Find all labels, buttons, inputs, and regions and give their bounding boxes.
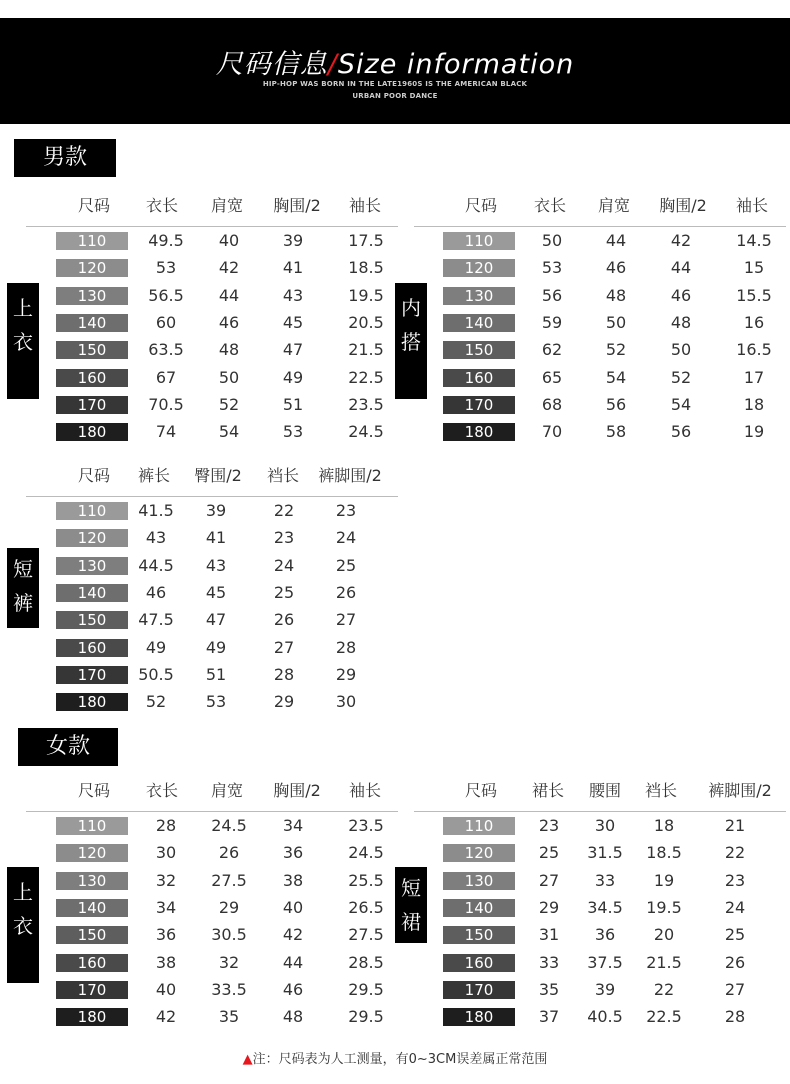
column-header: 尺码 [77, 196, 110, 215]
table-cell: 27 [538, 870, 560, 890]
table-cell: 40 [282, 897, 304, 917]
table-cell: 54 [218, 422, 240, 442]
table-cell: 23.5 [348, 394, 384, 414]
table-cell: 41 [205, 528, 227, 548]
table-cell: 28.5 [348, 952, 384, 972]
table-cell: 43 [145, 528, 167, 548]
table-cell: 39 [205, 501, 227, 520]
header-divider [26, 496, 398, 497]
column-header: 裤长 [137, 466, 170, 485]
table-cell: 52 [218, 394, 240, 414]
table-cell: 60 [155, 312, 177, 332]
table-cell: 29 [273, 692, 295, 712]
table-cell: 35 [538, 979, 560, 999]
table-cell: 15 [743, 258, 765, 278]
table-cell: 39 [282, 231, 304, 250]
table-cell: 28 [155, 816, 177, 835]
table-cell: 33 [594, 870, 616, 890]
table-cell: 30 [155, 843, 177, 863]
note-text: 注：尺码表为人工测量，有0~3CM误差属正常范围 [252, 1052, 548, 1067]
table-cell: 48 [670, 312, 692, 332]
table-cell: 51 [205, 664, 227, 684]
column-header: 肩宽 [210, 781, 243, 800]
size-bar: 160 [56, 639, 128, 657]
table-cell: 40.5 [587, 1007, 623, 1027]
column-header: 衣长 [145, 781, 178, 800]
table-cell: 27 [724, 979, 746, 999]
table-cell: 38 [282, 870, 304, 890]
table-cell: 68 [541, 394, 563, 414]
size-bar: 130 [443, 872, 515, 890]
size-bar: 170 [56, 396, 128, 414]
table-cell: 18 [653, 816, 675, 835]
table-cell: 18 [743, 394, 765, 414]
table-cell: 50 [218, 367, 240, 387]
size-bar: 110 [56, 817, 128, 835]
size-bar: 120 [443, 844, 515, 862]
header-divider [414, 811, 786, 812]
table-cell: 44 [670, 258, 692, 278]
women-badge: 女款 [18, 728, 118, 766]
table-cell: 46 [218, 312, 240, 332]
size-bar: 140 [56, 899, 128, 917]
table-cell: 25.5 [348, 870, 384, 890]
table-cell: 44.5 [138, 555, 174, 575]
header-divider [26, 811, 398, 812]
table-cell: 29 [538, 897, 560, 917]
table-cell: 67 [155, 367, 177, 387]
table-cell: 40 [155, 979, 177, 999]
table-cell: 48 [218, 340, 240, 360]
column-header: 肩宽 [597, 196, 630, 215]
column-header: 尺码 [77, 466, 110, 485]
column-header: 裙长 [531, 781, 564, 800]
women-skirt-label: 短 裙 [395, 867, 427, 943]
page-title: 尺码信息/Size information [215, 49, 575, 80]
size-bar: 130 [443, 287, 515, 305]
table-cell: 49 [145, 637, 167, 657]
size-bar: 110 [56, 232, 128, 250]
size-bar: 160 [56, 369, 128, 387]
table-cell: 29 [218, 897, 240, 917]
table-cell: 39 [594, 979, 616, 999]
table-cell: 23 [273, 528, 295, 548]
table-cell: 23.5 [348, 816, 384, 835]
table-cell: 65 [541, 367, 563, 387]
table-cell: 54 [670, 394, 692, 414]
table-cell: 50.5 [138, 664, 174, 684]
table-cell: 50 [605, 312, 627, 332]
table-cell: 52 [670, 367, 692, 387]
table-cell: 29.5 [348, 979, 384, 999]
table-cell: 24 [335, 528, 357, 548]
table-cell: 41 [282, 258, 304, 278]
size-bar: 150 [443, 926, 515, 944]
table-cell: 27 [273, 637, 295, 657]
column-header: 衣长 [533, 196, 566, 215]
size-bar: 180 [56, 1008, 128, 1026]
table-cell: 47 [205, 610, 227, 630]
size-bar: 180 [56, 693, 128, 711]
size-bar: 140 [56, 314, 128, 332]
table-cell: 53 [155, 258, 177, 278]
table-cell: 33.5 [211, 979, 247, 999]
table-cell: 26 [724, 952, 746, 972]
column-header: 尺码 [77, 781, 110, 800]
table-cell: 26 [335, 582, 357, 602]
size-bar: 110 [56, 502, 128, 520]
table-cell: 21 [724, 816, 746, 835]
table-cell: 54 [605, 367, 627, 387]
size-bar: 150 [56, 926, 128, 944]
table-cell: 59 [541, 312, 563, 332]
column-header: 袖长 [735, 196, 768, 215]
table-cell: 56 [605, 394, 627, 414]
table-cell: 25 [335, 555, 357, 575]
table-cell: 63.5 [148, 340, 184, 360]
table-cell: 26.5 [348, 897, 384, 917]
table-cell: 34.5 [587, 897, 623, 917]
table-cell: 42 [155, 1007, 177, 1027]
table-cell: 34 [282, 816, 304, 835]
column-header: 胸围/2 [273, 781, 321, 800]
size-bar: 130 [56, 557, 128, 575]
table-cell: 44 [605, 231, 627, 250]
size-bar: 110 [443, 232, 515, 250]
table-cell: 30 [594, 816, 616, 835]
table-cell: 18.5 [646, 843, 682, 863]
table-cell: 48 [282, 1007, 304, 1027]
table-cell: 14.5 [736, 231, 772, 250]
table-cell: 47.5 [138, 610, 174, 630]
column-header: 腰围 [588, 781, 621, 800]
size-bar: 140 [443, 899, 515, 917]
table-cell: 24.5 [348, 422, 384, 442]
header-banner [0, 18, 790, 124]
size-bar: 180 [56, 423, 128, 441]
table-cell: 26 [218, 843, 240, 863]
table-cell: 24 [724, 897, 746, 917]
warning-triangle-icon: ▲ [242, 1052, 253, 1067]
subtitle-line-2: URBAN POOR DANCE [352, 92, 438, 100]
table-cell: 19.5 [348, 285, 384, 305]
table-cell: 51 [282, 394, 304, 414]
men-inner-label: 内 搭 [395, 283, 427, 399]
table-cell: 17 [743, 367, 765, 387]
table-cell: 19 [653, 870, 675, 890]
size-bar: 170 [56, 981, 128, 999]
table-cell: 15.5 [736, 285, 772, 305]
table-cell: 49 [282, 367, 304, 387]
table-cell: 70 [541, 422, 563, 442]
column-header: 裆长 [266, 466, 299, 485]
table-cell: 44 [282, 952, 304, 972]
column-header: 裤脚围/2 [318, 466, 382, 485]
men-tops-label: 上 衣 [7, 283, 39, 399]
table-cell: 42 [670, 231, 692, 250]
table-cell: 32 [155, 870, 177, 890]
size-bar: 130 [56, 287, 128, 305]
table-cell: 16 [743, 312, 765, 332]
table-cell: 56 [541, 285, 563, 305]
size-bar: 160 [443, 369, 515, 387]
table-cell: 25 [273, 582, 295, 602]
table-cell: 22 [273, 501, 295, 520]
table-cell: 20.5 [348, 312, 384, 332]
table-cell: 52 [145, 692, 167, 712]
table-cell: 26 [273, 610, 295, 630]
men-shorts-label: 短 裤 [7, 548, 39, 628]
table-cell: 35 [218, 1007, 240, 1027]
women-tops-label: 上 衣 [7, 867, 39, 983]
table-cell: 33 [538, 952, 560, 972]
size-bar: 150 [56, 611, 128, 629]
size-bar: 140 [443, 314, 515, 332]
table-cell: 30.5 [211, 925, 247, 945]
table-cell: 36 [594, 925, 616, 945]
table-cell: 46 [145, 582, 167, 602]
table-cell: 42 [218, 258, 240, 278]
table-cell: 25 [538, 843, 560, 863]
table-cell: 40 [218, 231, 240, 250]
table-cell: 38 [155, 952, 177, 972]
table-cell: 23 [724, 870, 746, 890]
size-bar: 130 [56, 872, 128, 890]
column-header: 尺码 [464, 781, 497, 800]
size-bar: 160 [443, 954, 515, 972]
column-header: 袖长 [348, 196, 381, 215]
size-bar: 150 [56, 341, 128, 359]
size-bar: 140 [56, 584, 128, 602]
table-cell: 52 [605, 340, 627, 360]
column-header: 裤脚围/2 [708, 781, 772, 800]
size-bar: 180 [443, 1008, 515, 1026]
column-header: 裆长 [644, 781, 677, 800]
table-cell: 22.5 [348, 367, 384, 387]
size-bar: 170 [443, 396, 515, 414]
subtitle-line-1: HIP-HOP WAS BORN IN THE LATE1960S IS THE AMERICAN BLACK [262, 80, 528, 88]
table-cell: 36 [155, 925, 177, 945]
table-cell: 21.5 [646, 952, 682, 972]
table-cell: 32 [218, 952, 240, 972]
table-cell: 27.5 [348, 925, 384, 945]
column-header: 肩宽 [210, 196, 243, 215]
table-cell: 56.5 [148, 285, 184, 305]
table-cell: 49.5 [148, 231, 184, 250]
table-cell: 31 [538, 925, 560, 945]
table-cell: 50 [541, 231, 563, 250]
table-cell: 24.5 [211, 816, 247, 835]
table-cell: 20 [653, 925, 675, 945]
table-cell: 53 [282, 422, 304, 442]
table-cell: 18.5 [348, 258, 384, 278]
table-cell: 21.5 [348, 340, 384, 360]
size-bar: 180 [443, 423, 515, 441]
size-bar: 170 [443, 981, 515, 999]
table-cell: 27.5 [211, 870, 247, 890]
table-cell: 22.5 [646, 1007, 682, 1027]
table-cell: 46 [282, 979, 304, 999]
table-cell: 29.5 [348, 1007, 384, 1027]
size-bar: 120 [56, 844, 128, 862]
table-cell: 22 [724, 843, 746, 863]
table-cell: 46 [670, 285, 692, 305]
table-cell: 28 [273, 664, 295, 684]
table-cell: 19 [743, 422, 765, 442]
table-cell: 34 [155, 897, 177, 917]
table-cell: 44 [218, 285, 240, 305]
table-cell: 58 [605, 422, 627, 442]
table-cell: 27 [335, 610, 357, 630]
table-cell: 53 [541, 258, 563, 278]
size-bar: 110 [443, 817, 515, 835]
table-cell: 46 [605, 258, 627, 278]
men-badge: 男款 [14, 139, 116, 177]
table-cell: 43 [205, 555, 227, 575]
table-cell: 70.5 [148, 394, 184, 414]
table-cell: 36 [282, 843, 304, 863]
table-cell: 31.5 [587, 843, 623, 863]
table-cell: 23 [538, 816, 560, 835]
table-cell: 28 [335, 637, 357, 657]
table-cell: 62 [541, 340, 563, 360]
column-header: 胸围/2 [659, 196, 707, 215]
table-cell: 23 [335, 501, 357, 520]
table-cell: 41.5 [138, 501, 174, 520]
table-cell: 37 [538, 1007, 560, 1027]
table-cell: 43 [282, 285, 304, 305]
size-bar: 120 [56, 529, 128, 547]
table-cell: 30 [335, 692, 357, 712]
table-cell: 24 [273, 555, 295, 575]
column-header: 胸围/2 [273, 196, 321, 215]
size-bar: 160 [56, 954, 128, 972]
size-bar: 170 [56, 666, 128, 684]
table-cell: 28 [724, 1007, 746, 1027]
table-cell: 47 [282, 340, 304, 360]
table-cell: 16.5 [736, 340, 772, 360]
table-cell: 45 [282, 312, 304, 332]
column-header: 袖长 [348, 781, 381, 800]
size-bar: 120 [56, 259, 128, 277]
size-bar: 120 [443, 259, 515, 277]
column-header: 尺码 [464, 196, 497, 215]
table-cell: 37.5 [587, 952, 623, 972]
column-header: 臀围/2 [194, 466, 242, 485]
table-cell: 50 [670, 340, 692, 360]
table-cell: 45 [205, 582, 227, 602]
table-cell: 74 [155, 422, 177, 442]
table-cell: 24.5 [348, 843, 384, 863]
table-cell: 19.5 [646, 897, 682, 917]
table-cell: 17.5 [348, 231, 384, 250]
table-cell: 56 [670, 422, 692, 442]
table-cell: 25 [724, 925, 746, 945]
table-cell: 29 [335, 664, 357, 684]
footer-note [0, 1048, 790, 1067]
table-cell: 49 [205, 637, 227, 657]
header-divider [26, 226, 398, 227]
column-header: 衣长 [145, 196, 178, 215]
size-bar: 150 [443, 341, 515, 359]
table-cell: 53 [205, 692, 227, 712]
table-cell: 42 [282, 925, 304, 945]
table-cell: 22 [653, 979, 675, 999]
header-divider [414, 226, 786, 227]
table-cell: 48 [605, 285, 627, 305]
